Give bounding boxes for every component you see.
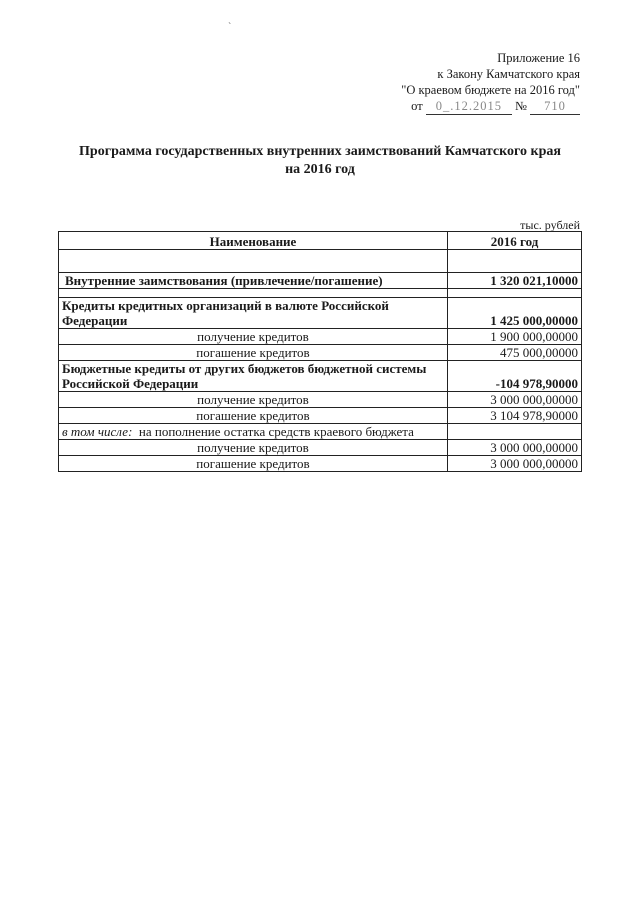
row-name: погашение кредитов (59, 345, 448, 361)
appendix-block (401, 50, 580, 115)
header-year: 2016 год (448, 232, 582, 250)
row-name: Кредиты кредитных организаций в валюте Российской Федерации (59, 298, 448, 329)
header-name: Наименование (59, 232, 448, 250)
row-name: получение кредитов (59, 440, 448, 456)
row-value: 3 000 000,00000 (448, 392, 582, 408)
scan-mark: ` (228, 22, 232, 33)
row-name: Бюджетные кредиты от других бюджетов бюджетной системы Российской Федерации (59, 361, 448, 392)
table-header-row (59, 232, 582, 250)
row-note-text: на пополнение остатка средств краевого бюджета (138, 424, 414, 439)
row-name: Внутренние заимствования (привлечение/погашение) (59, 273, 448, 289)
row-value: 3 000 000,00000 (448, 440, 582, 456)
table-row (59, 392, 582, 408)
appendix-line-1: Приложение 16 (497, 51, 580, 65)
row-value: 1 425 000,00000 (448, 298, 582, 329)
appendix-line-3: "О краевом бюджете на 2016 год" (401, 83, 580, 97)
table-row (59, 273, 582, 289)
table-spacer (59, 250, 582, 273)
units-label: тыс. рублей (520, 218, 580, 232)
law-date: 0_.12.2015 (426, 98, 512, 115)
table-spacer (59, 289, 582, 298)
row-name: погашение кредитов (59, 456, 448, 472)
row-value: -104 978,90000 (448, 361, 582, 392)
row-name (59, 424, 448, 440)
borrowing-table (58, 231, 582, 472)
row-value: 3 000 000,00000 (448, 456, 582, 472)
table-row (59, 440, 582, 456)
title-line-2: на 2016 год (285, 162, 355, 177)
row-value: 475 000,00000 (448, 345, 582, 361)
law-number: 710 (530, 98, 580, 115)
table-row (59, 361, 582, 392)
row-name: получение кредитов (59, 392, 448, 408)
from-label: от (411, 99, 423, 113)
number-label: № (514, 99, 527, 113)
row-name: погашение кредитов (59, 408, 448, 424)
row-value: 1 900 000,00000 (448, 329, 582, 345)
row-name: получение кредитов (59, 329, 448, 345)
table-row (59, 329, 582, 345)
table-row (59, 456, 582, 472)
table-row (59, 408, 582, 424)
row-value (448, 424, 582, 440)
table-row (59, 424, 582, 440)
row-prefix: в том числе: (62, 424, 133, 439)
appendix-date-line (401, 98, 580, 115)
table-row (59, 345, 582, 361)
title-line-1: Программа государственных внутренних заимствований Камчатского края (79, 144, 561, 159)
appendix-line-2: к Закону Камчатского края (437, 67, 580, 81)
row-value: 3 104 978,90000 (448, 408, 582, 424)
document-title (60, 143, 580, 179)
row-value: 1 320 021,10000 (448, 273, 582, 289)
table-row (59, 298, 582, 329)
